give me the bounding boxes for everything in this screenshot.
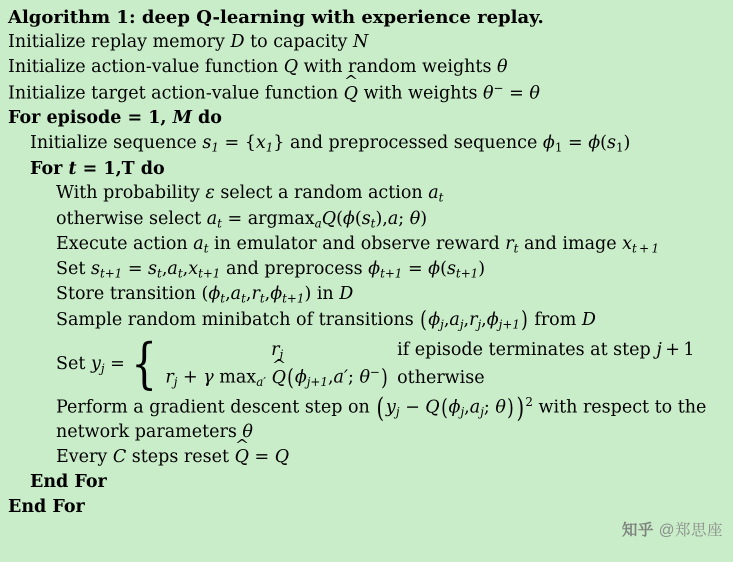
algorithm-line-init-replay: Initialize replay memory D to capacity N [8,32,369,53]
algorithm-title: Algorithm 1: deep Q-learning with experience replay. [8,7,544,28]
algorithm-line-end-for-outer: End For [8,496,85,517]
watermark-username: @郑思座 [658,522,723,539]
algorithm-line-reset-target: Every C steps reset Q ^ = Q [8,445,725,470]
algorithm-line-sample-minibatch: Sample random minibatch of transitions $(\phi_j,a_j,r_j,\phi_{j+1})$ from D [56,307,596,334]
watermark [622,518,723,540]
case-condition: if episode terminates at step j + 1 [397,340,695,361]
algorithm-line-for-episode: For episode = 1, M do [8,108,222,129]
algorithm-line-epsilon-greedy: With probability ε select a random action $a_t$ [56,183,444,205]
algorithm-line-end-for-inner: End For [30,472,107,493]
case-expression: $r_j + \gamma$ $\max_{a'} Q$ $\^{}(\phi_{j+1},a'$; θ−) [163,364,391,392]
case-condition: otherwise [397,367,485,388]
case-lead: Set $y_j$ = [56,353,125,375]
algorithm-line-for-t: For t = 1,T do [30,158,165,179]
algorithm-line-gradient-descent: Perform a gradient descent step on ($y_j - Q(\phi_j,a_j$; θ))$^2$ with respect to the network parameters θ [56,393,707,443]
zhihu-logo: 知乎 [621,522,654,539]
algorithm-line-execute-action: Execute action $a_t$ in emulator and observe reward $r_t$ and image $x_{t + 1}$ [56,233,660,256]
algorithm-line-set-target [8,332,725,396]
algorithm-line-init-sequence: Initialize sequence $s_1 = \{x_1\}$ and preprocessed sequence $\phi_1 = \phi(s_1)$ [30,133,631,155]
case-row [163,364,694,392]
algorithm-line-init-action-value: Initialize action-value function Q with random weights θ [8,57,508,78]
algorithm-line-otherwise-argmax: otherwise select $a_t = argmax_aQ(\phi(s_t),a$; θ) [56,208,428,230]
case-brace: { [131,332,157,396]
case-row [163,337,694,364]
algorithm-line-set-state: Set $s_{t+1} = s_t,a_t,x_{t+1}$ and preprocess $\phi_{t+1} = \phi(s_{t+1})$ [56,259,486,281]
algorithm-line-store-transition: Store transition $(\phi_t,a_t,r_t,\phi_{t+1})$ in D [56,284,354,306]
case-expression: $r_j$ [271,339,284,362]
algorithm-line-init-target: Initialize target action-value function Q ^ with weights θ− = θ [8,80,725,106]
